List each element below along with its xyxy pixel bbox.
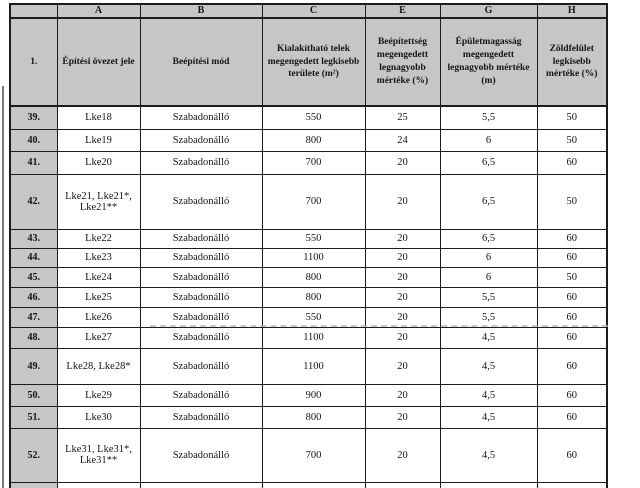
cell-coverage-max: 20 <box>365 307 440 327</box>
row-number-cell: 39. <box>10 106 57 129</box>
cell-plot-min: 550 <box>262 229 365 248</box>
cell-green-min: 60 <box>537 248 607 267</box>
cell-plot-min: 550 <box>262 106 365 129</box>
header-cell-coverage-max: Beépítettség megengedett legnagyobb mértéke (%) <box>365 18 440 106</box>
cell-height-max: 6 <box>440 248 537 267</box>
clipped-cell <box>57 482 140 488</box>
cell-height-max: 6 <box>440 129 537 151</box>
cell-plot-min: 1100 <box>262 248 365 267</box>
header-cell-mode: Beépítési mód <box>140 18 262 106</box>
cell-mode: Szabadonálló <box>140 151 262 174</box>
scan-left-edge-artifact <box>2 86 4 488</box>
cell-mode: Szabadonálló <box>140 406 262 428</box>
cell-zone: Lke21, Lke21*, Lke21** <box>57 174 140 229</box>
table-body <box>10 106 607 488</box>
cell-height-max: 6 <box>440 267 537 287</box>
cell-mode: Szabadonálló <box>140 229 262 248</box>
cell-height-max: 4,5 <box>440 384 537 406</box>
row-number-cell: 45. <box>10 267 57 287</box>
row-number-cell: 42. <box>10 174 57 229</box>
cell-plot-min: 700 <box>262 151 365 174</box>
row-number-cell: 46. <box>10 287 57 307</box>
cell-zone: Lke26 <box>57 307 140 327</box>
col-letter-cell: C <box>262 4 365 18</box>
cell-green-min: 60 <box>537 406 607 428</box>
cell-zone: Lke25 <box>57 287 140 307</box>
cell-green-min: 50 <box>537 129 607 151</box>
cell-coverage-max: 20 <box>365 151 440 174</box>
cell-plot-min: 1100 <box>262 348 365 384</box>
table-row <box>10 174 607 229</box>
cell-plot-min: 550 <box>262 307 365 327</box>
cell-height-max: 6,5 <box>440 151 537 174</box>
cell-height-max: 5,5 <box>440 287 537 307</box>
page-break-dash-artifact <box>150 325 608 327</box>
cell-plot-min: 900 <box>262 384 365 406</box>
cell-green-min: 60 <box>537 384 607 406</box>
cell-green-min: 60 <box>537 287 607 307</box>
clipped-cell <box>440 482 537 488</box>
cell-green-min: 60 <box>537 327 607 348</box>
table-row <box>10 406 607 428</box>
cell-mode: Szabadonálló <box>140 348 262 384</box>
cell-height-max: 4,5 <box>440 406 537 428</box>
cell-zone: Lke20 <box>57 151 140 174</box>
cell-height-max: 4,5 <box>440 428 537 482</box>
cell-plot-min: 800 <box>262 129 365 151</box>
cell-zone: Lke27 <box>57 327 140 348</box>
cell-zone: Lke24 <box>57 267 140 287</box>
cell-mode: Szabadonálló <box>140 248 262 267</box>
row-number-cell: 49. <box>10 348 57 384</box>
cell-coverage-max: 20 <box>365 248 440 267</box>
row-number-cell: 44. <box>10 248 57 267</box>
row-number-cell: 40. <box>10 129 57 151</box>
table-row <box>10 428 607 482</box>
cell-coverage-max: 24 <box>365 129 440 151</box>
table-row <box>10 287 607 307</box>
cell-green-min: 60 <box>537 307 607 327</box>
row-number-cell: 47. <box>10 307 57 327</box>
cell-plot-min: 700 <box>262 174 365 229</box>
cell-plot-min: 800 <box>262 267 365 287</box>
cell-green-min: 50 <box>537 106 607 129</box>
cell-green-min: 60 <box>537 348 607 384</box>
cell-height-max: 4,5 <box>440 348 537 384</box>
clipped-cell <box>537 482 607 488</box>
partial-clipped-row <box>10 482 607 488</box>
cell-zone: Lke22 <box>57 229 140 248</box>
row-number-cell: 48. <box>10 327 57 348</box>
cell-coverage-max: 25 <box>365 106 440 129</box>
cell-plot-min: 700 <box>262 428 365 482</box>
cell-plot-min: 800 <box>262 406 365 428</box>
cell-zone: Lke19 <box>57 129 140 151</box>
cell-coverage-max: 20 <box>365 327 440 348</box>
col-letter-cell: H <box>537 4 607 18</box>
cell-green-min: 60 <box>537 428 607 482</box>
table-row <box>10 229 607 248</box>
cell-coverage-max: 20 <box>365 384 440 406</box>
cell-green-min: 60 <box>537 151 607 174</box>
row-number-cell: 50. <box>10 384 57 406</box>
cell-height-max: 6,5 <box>440 229 537 248</box>
header-cell-row-no: 1. <box>10 18 57 106</box>
col-letter-cell: E <box>365 4 440 18</box>
col-letter-cell: B <box>140 4 262 18</box>
cell-mode: Szabadonálló <box>140 287 262 307</box>
cell-mode: Szabadonálló <box>140 267 262 287</box>
cell-plot-min: 800 <box>262 287 365 307</box>
cell-coverage-max: 20 <box>365 348 440 384</box>
clipped-cell <box>365 482 440 488</box>
table-row <box>10 248 607 267</box>
cell-mode: Szabadonálló <box>140 106 262 129</box>
cell-green-min: 50 <box>537 267 607 287</box>
cell-coverage-max: 20 <box>365 287 440 307</box>
cell-mode: Szabadonálló <box>140 307 262 327</box>
cell-coverage-max: 20 <box>365 229 440 248</box>
table-row <box>10 129 607 151</box>
table-row <box>10 307 607 327</box>
table-row <box>10 327 607 348</box>
cell-zone: Lke31, Lke31*, Lke31** <box>57 428 140 482</box>
header-cell-green-min: Zöldfelület legkisebb mértéke (%) <box>537 18 607 106</box>
clipped-cell <box>10 482 57 488</box>
table-row <box>10 151 607 174</box>
header-cell-zone: Építési övezet jele <box>57 18 140 106</box>
cell-coverage-max: 20 <box>365 267 440 287</box>
cell-coverage-max: 20 <box>365 428 440 482</box>
row-number-cell: 52. <box>10 428 57 482</box>
row-number-cell: 51. <box>10 406 57 428</box>
row-number-cell: 41. <box>10 151 57 174</box>
header-cell-plot-min: Kialakítható telek megengedett legkisebb területe (m²) <box>262 18 365 106</box>
table-row <box>10 267 607 287</box>
cell-plot-min: 1100 <box>262 327 365 348</box>
cell-mode: Szabadonálló <box>140 428 262 482</box>
table-row <box>10 348 607 384</box>
zoning-regulations-table <box>9 3 608 488</box>
cell-zone: Lke30 <box>57 406 140 428</box>
column-letter-row <box>10 4 607 18</box>
cell-zone: Lke23 <box>57 248 140 267</box>
cell-mode: Szabadonálló <box>140 174 262 229</box>
header-cell-height-max: Épületmagasság megengedett legnagyobb mértéke (m) <box>440 18 537 106</box>
table-header-row <box>10 18 607 106</box>
cell-zone: Lke29 <box>57 384 140 406</box>
table-row <box>10 106 607 129</box>
cell-coverage-max: 20 <box>365 174 440 229</box>
cell-height-max: 5,5 <box>440 106 537 129</box>
cell-mode: Szabadonálló <box>140 129 262 151</box>
col-letter-cell: G <box>440 4 537 18</box>
cell-zone: Lke18 <box>57 106 140 129</box>
col-letter-cell <box>10 4 57 18</box>
row-number-cell: 43. <box>10 229 57 248</box>
cell-mode: Szabadonálló <box>140 327 262 348</box>
cell-green-min: 60 <box>537 229 607 248</box>
cell-height-max: 4,5 <box>440 327 537 348</box>
clipped-cell <box>140 482 262 488</box>
cell-zone: Lke28, Lke28* <box>57 348 140 384</box>
cell-mode: Szabadonálló <box>140 384 262 406</box>
cell-height-max: 6,5 <box>440 174 537 229</box>
cell-coverage-max: 20 <box>365 406 440 428</box>
cell-height-max: 5,5 <box>440 307 537 327</box>
table-row <box>10 384 607 406</box>
cell-green-min: 50 <box>537 174 607 229</box>
clipped-cell <box>262 482 365 488</box>
col-letter-cell: A <box>57 4 140 18</box>
